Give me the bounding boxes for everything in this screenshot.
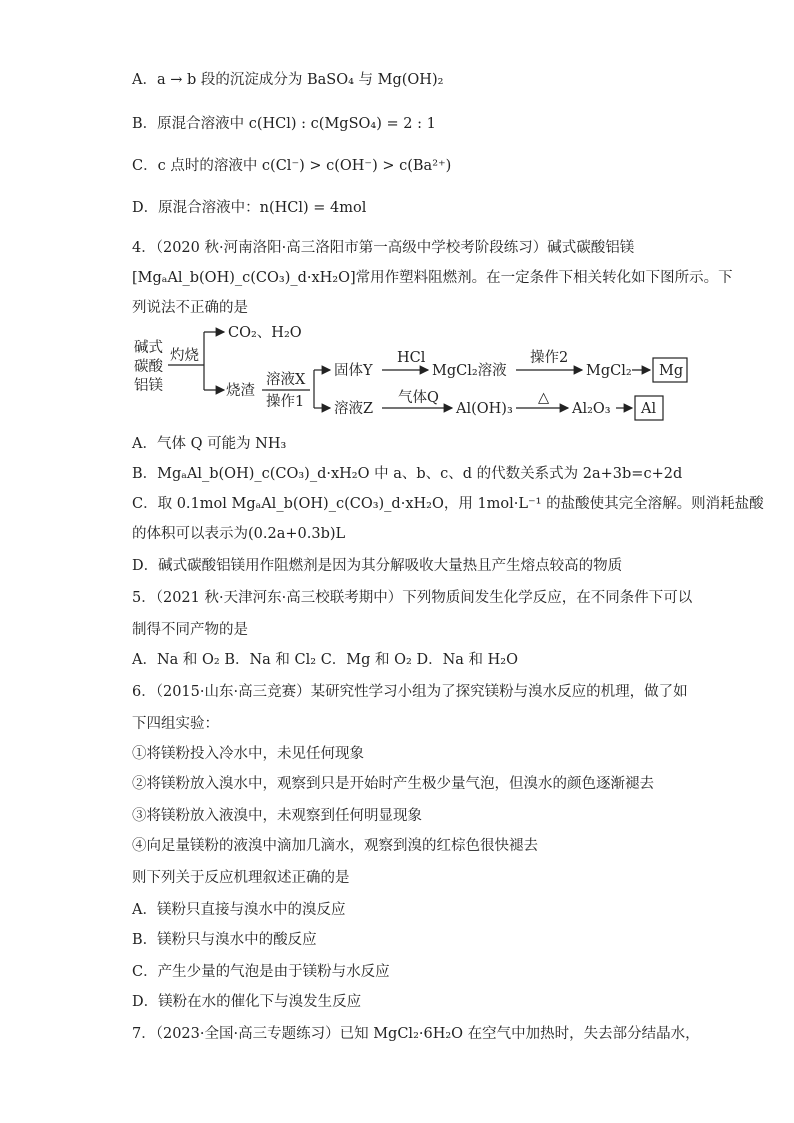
mgcl2-solution: MgCl₂溶液: [432, 363, 507, 379]
text-line: D．碱式碳酸铝镁用作阻燃剂是因为其分解吸收大量热且产生熔点较高的物质: [132, 558, 623, 574]
start-material-line3: 铝镁: [134, 378, 163, 394]
burn-label: 灼烧: [170, 348, 199, 364]
text-line: ④向足量镁粉的液溴中滴加几滴水，观察到溴的红棕色很快褪去: [132, 838, 538, 854]
text-line: ②将镁粉放入溴水中，观察到只是开始时产生极少量气泡，但溴水的颜色逐渐褪去: [132, 776, 654, 792]
hcl-reagent: HCl: [397, 350, 426, 366]
text-line: B．镁粉只与溴水中的酸反应: [132, 932, 317, 948]
start-material-line2: 碳酸: [134, 359, 163, 375]
mgcl2-label: MgCl₂: [586, 363, 632, 379]
gas-q-reagent: 气体Q: [398, 390, 439, 406]
text-line: 4．（2020 秋·河南洛阳·高三洛阳市第一高级中学校考阶段练习）碱式碳酸铝镁: [132, 240, 635, 256]
text-line: D．镁粉在水的催化下与溴发生反应: [132, 994, 362, 1010]
text-line: B．MgₐAl_b(OH)_c(CO₃)_d·xH₂O 中 a、b、c、d 的代数关系式为 2a+3b=c+2d: [132, 466, 683, 482]
solid-y-label: 固体Y: [334, 363, 373, 379]
text-line: 下四组实验：: [132, 716, 219, 732]
text-line: 的体积可以表示为(0.2a+0.3b)L: [132, 526, 346, 542]
operation-2-label: 操作2: [530, 350, 569, 366]
text-line: A．a → b 段的沉淀成分为 BaSO₄ 与 Mg(OH)₂: [132, 72, 444, 88]
text-line: 6．（2015·山东·高三竞赛）某研究性学习小组为了探究镁粉与溴水反应的机理，做了如: [132, 684, 688, 700]
start-material-line1: 碱式: [134, 340, 163, 356]
text-line: C．取 0.1mol MgₐAl_b(OH)_c(CO₃)_d·xH₂O，用 1mol·L⁻¹ 的盐酸使其完全溶解。则消耗盐酸: [132, 496, 764, 512]
text-line: A．气体 Q 可能为 NH₃: [132, 436, 287, 452]
al2o3-label: Al₂O₃: [572, 401, 611, 417]
al-product: Al: [641, 401, 657, 417]
text-line: A．Na 和 O₂ B．Na 和 Cl₂ C．Mg 和 O₂ D．Na 和 H₂O: [132, 652, 518, 668]
text-line: 7．（2023·全国·高三专题练习）已知 MgCl₂·6H₂O 在空气中加热时，失去部分结晶水，: [132, 1026, 700, 1042]
text-line: 则下列关于反应机理叙述正确的是: [132, 870, 350, 886]
text-line: [MgₐAl_b(OH)_c(CO₃)_d·xH₂O]常用作塑料阻燃剂。在一定条件下相关转化如下图所示。下: [132, 270, 733, 286]
heat-symbol: △: [538, 390, 550, 406]
residue-label: 烧渣: [226, 383, 255, 399]
text-line: 制得不同产物的是: [132, 622, 248, 638]
text-line: 列说法不正确的是: [132, 300, 248, 316]
operation-1-label: 操作1: [266, 394, 305, 410]
text-line: ①将镁粉投入冷水中，未见任何现象: [132, 746, 364, 762]
text-line: D．原混合溶液中：n(HCl) = 4mol: [132, 200, 367, 216]
aloh3-label: Al(OH)₃: [456, 401, 513, 417]
text-line: C．产生少量的气泡是由于镁粉与水反应: [132, 964, 390, 980]
mg-product: Mg: [659, 363, 684, 379]
text-line: C．c 点时的溶液中 c(Cl⁻) > c(OH⁻) > c(Ba²⁺): [132, 158, 452, 174]
solution-x-label: 溶液X: [266, 372, 306, 388]
text-line: 5．（2021 秋·天津河东·高三校联考期中）下列物质间发生化学反应，在不同条件下可以: [132, 590, 693, 606]
text-line: B．原混合溶液中 c(HCl) : c(MgSO₄) = 2 : 1: [132, 116, 436, 132]
gas-products: CO₂、H₂O: [228, 325, 302, 341]
conversion-flow-diagram: [120, 318, 700, 428]
solution-z-label: 溶液Z: [334, 401, 374, 417]
text-line: ③将镁粉放入液溴中，未观察到任何明显现象: [132, 808, 422, 824]
text-line: A．镁粉只直接与溴水中的溴反应: [132, 902, 346, 918]
